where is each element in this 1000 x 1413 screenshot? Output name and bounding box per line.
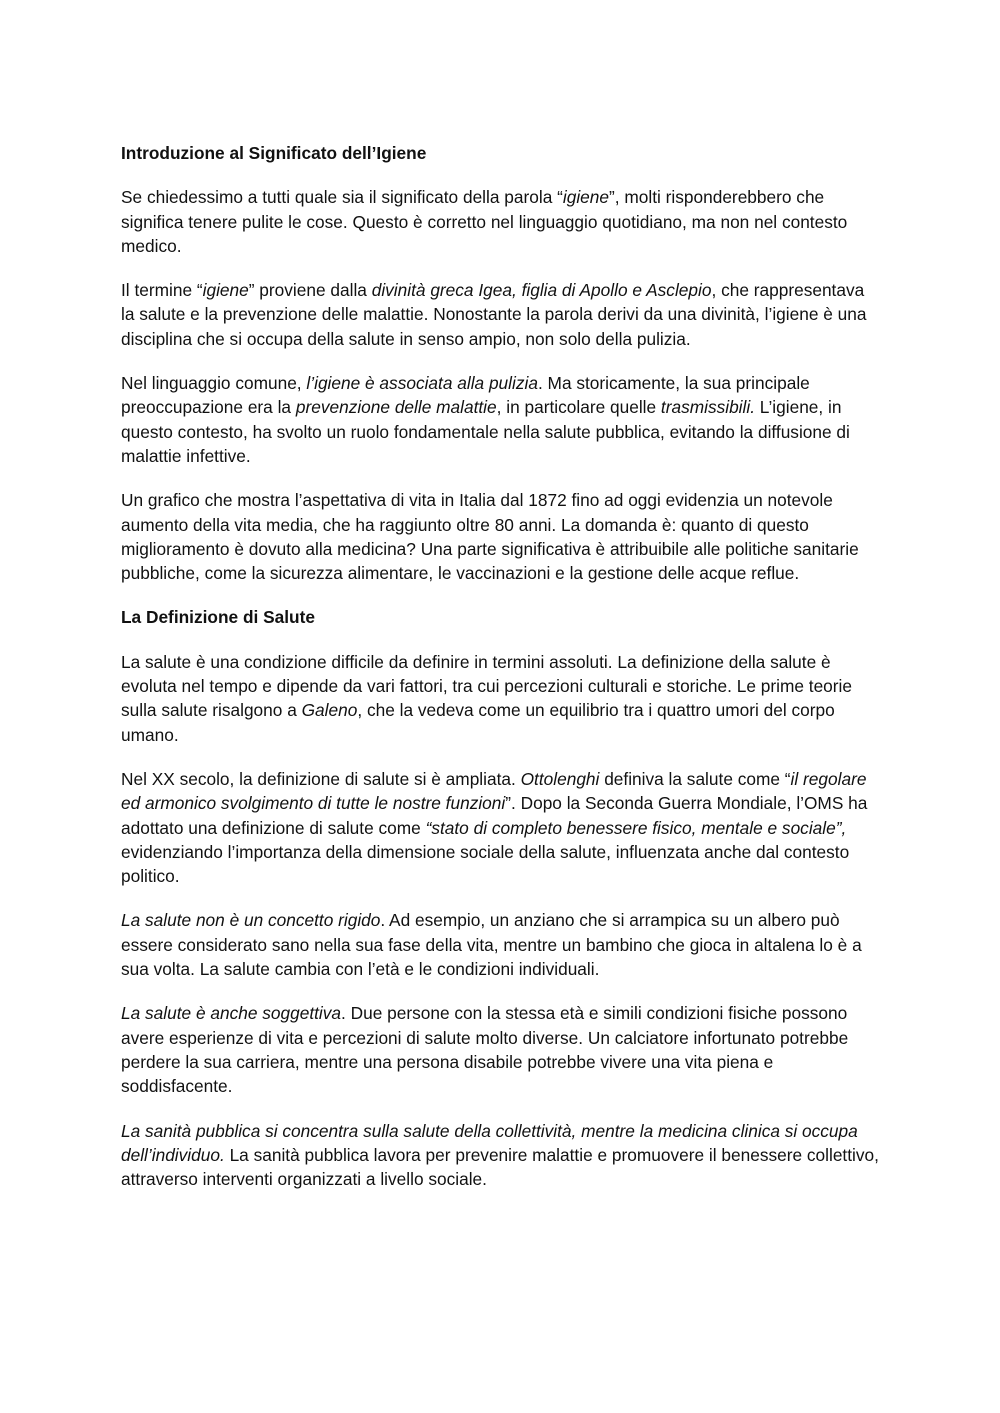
text-run: ”. Dopo la Seconda Guerra Mondiale, l’OMS ha adottato una definizione di salute come <box>121 793 868 838</box>
italic-run: trasmissibili. <box>660 397 755 418</box>
text-run: evidenziando l’importanza della dimensione sociale della salute, influenzata anche dal contesto politico. <box>121 841 850 887</box>
text-run: . Due persone con la stessa età e simili condizioni fisiche possono avere esperienze di vita e percezioni di salute molto diverse. Un calciatore infortunato potrebbe perdere la sua carriera, mentre una persona disabile potrebbe vivere una vita piena e soddisfacente. <box>121 1003 849 1097</box>
italic-run: divinità greca Igea, figlia di Apollo e Asclepio <box>371 280 712 301</box>
text-run: . Ad esempio, un anziano che si arrampica su un albero può essere considerato sano nella sua fase della vita, mentre un bambino che gioca in altalena lo è a sua volta. La salute cambia con l’età e le condizioni individuali. <box>121 910 862 980</box>
text-run: ”, molti risponderebbero che significa tenere pulite le cose. Questo è corretto nel linguaggio quotidiano, ma non nel contesto medico. <box>121 187 848 256</box>
text-run: Nel XX secolo, la definizione di salute si è ampliata. <box>121 768 521 789</box>
text-run: , che rappresentava la salute e la prevenzione delle malattie. Nonostante la parola derivi da una divinità, l’igiene è una disciplina che si occupa della salute in senso ampio, non solo della pulizia. <box>121 280 867 349</box>
italic-run: igiene <box>202 280 249 301</box>
text-run: La sanità pubblica lavora per prevenire malattie e promuovere il benessere collettivo, attraverso interventi organizzati a livello sociale. <box>121 1144 879 1190</box>
italic-run: prevenzione delle malattie <box>295 397 497 418</box>
text-run: L’igiene, in questo contesto, ha svolto un ruolo fondamentale nella salute pubblica, evitando la diffusione di malattie infettive. <box>121 397 850 466</box>
italic-run: Ottolenghi <box>520 768 600 789</box>
paragraph-condizione-salute <box>121 650 881 747</box>
italic-run: il regolare ed armonico svolgimento di tutte le nostre funzioni <box>121 768 867 814</box>
italic-run: igiene <box>562 187 609 208</box>
paragraph-origine-termine <box>121 278 881 351</box>
paragraph-salute-soggettiva <box>121 1001 881 1098</box>
italic-run: Galeno <box>301 700 358 721</box>
text-run: definiva la salute come “ <box>599 768 791 789</box>
text-run: . Ma storicamente, la sua principale preoccupazione era la <box>121 373 810 418</box>
italic-run: l’igiene è associata alla pulizia <box>306 373 538 394</box>
paragraph-xx-secolo <box>121 767 881 888</box>
section-heading-introduzione: Introduzione al Significato dell’Igiene <box>121 143 427 163</box>
text-run: , in particolare quelle <box>496 397 661 418</box>
text-run: Se chiedessimo a tutti quale sia il significato della parola “ <box>121 187 563 208</box>
text-run: ” proviene dalla <box>248 280 372 301</box>
text-run: , che la vedeva come un equilibrio tra i quattro umori del corpo umano. <box>121 700 835 745</box>
text-run: Nel linguaggio comune, <box>121 373 307 394</box>
text-run: Il termine “ <box>121 280 203 301</box>
italic-run: “stato di completo benessere fisico, mentale e sociale”, <box>425 817 847 838</box>
text-run: La salute è una condizione difficile da definire in termini assoluti. La definizione della salute è evoluta nel tempo e dipende da vari fattori, tra cui percezioni culturali e storiche. Le prime teorie sulla salute risalgono a <box>121 651 853 721</box>
italic-run: La salute non è un concetto rigido <box>121 910 381 931</box>
paragraph-significato-igiene <box>121 185 881 258</box>
paragraph-aspettativa-vita: Un grafico che mostra l’aspettativa di vita in Italia dal 1872 fino ad oggi evidenzia un notevole aumento della vita media, che ha raggiunto oltre 80 anni. La domanda è: quanto di questo miglioramento è dovuto alla medicina? Una parte significativa è attribuibile alle politiche sanitarie pubbliche, come la sicurezza alimentare, le vaccinazioni e la gestione delle acque reflue. <box>121 490 859 584</box>
italic-run: La salute è anche soggettiva <box>121 1003 342 1024</box>
paragraph-concetto-rigido <box>121 908 881 981</box>
italic-run: La sanità pubblica si concentra sulla salute della collettività, mentre la medicina clinica si occupa dell’individuo. <box>121 1120 858 1165</box>
paragraph-linguaggio-comune <box>121 371 881 468</box>
paragraph-sanita-pubblica <box>121 1119 881 1192</box>
section-heading-definizione-salute: La Definizione di Salute <box>121 607 315 628</box>
document-page <box>121 141 881 1211</box>
